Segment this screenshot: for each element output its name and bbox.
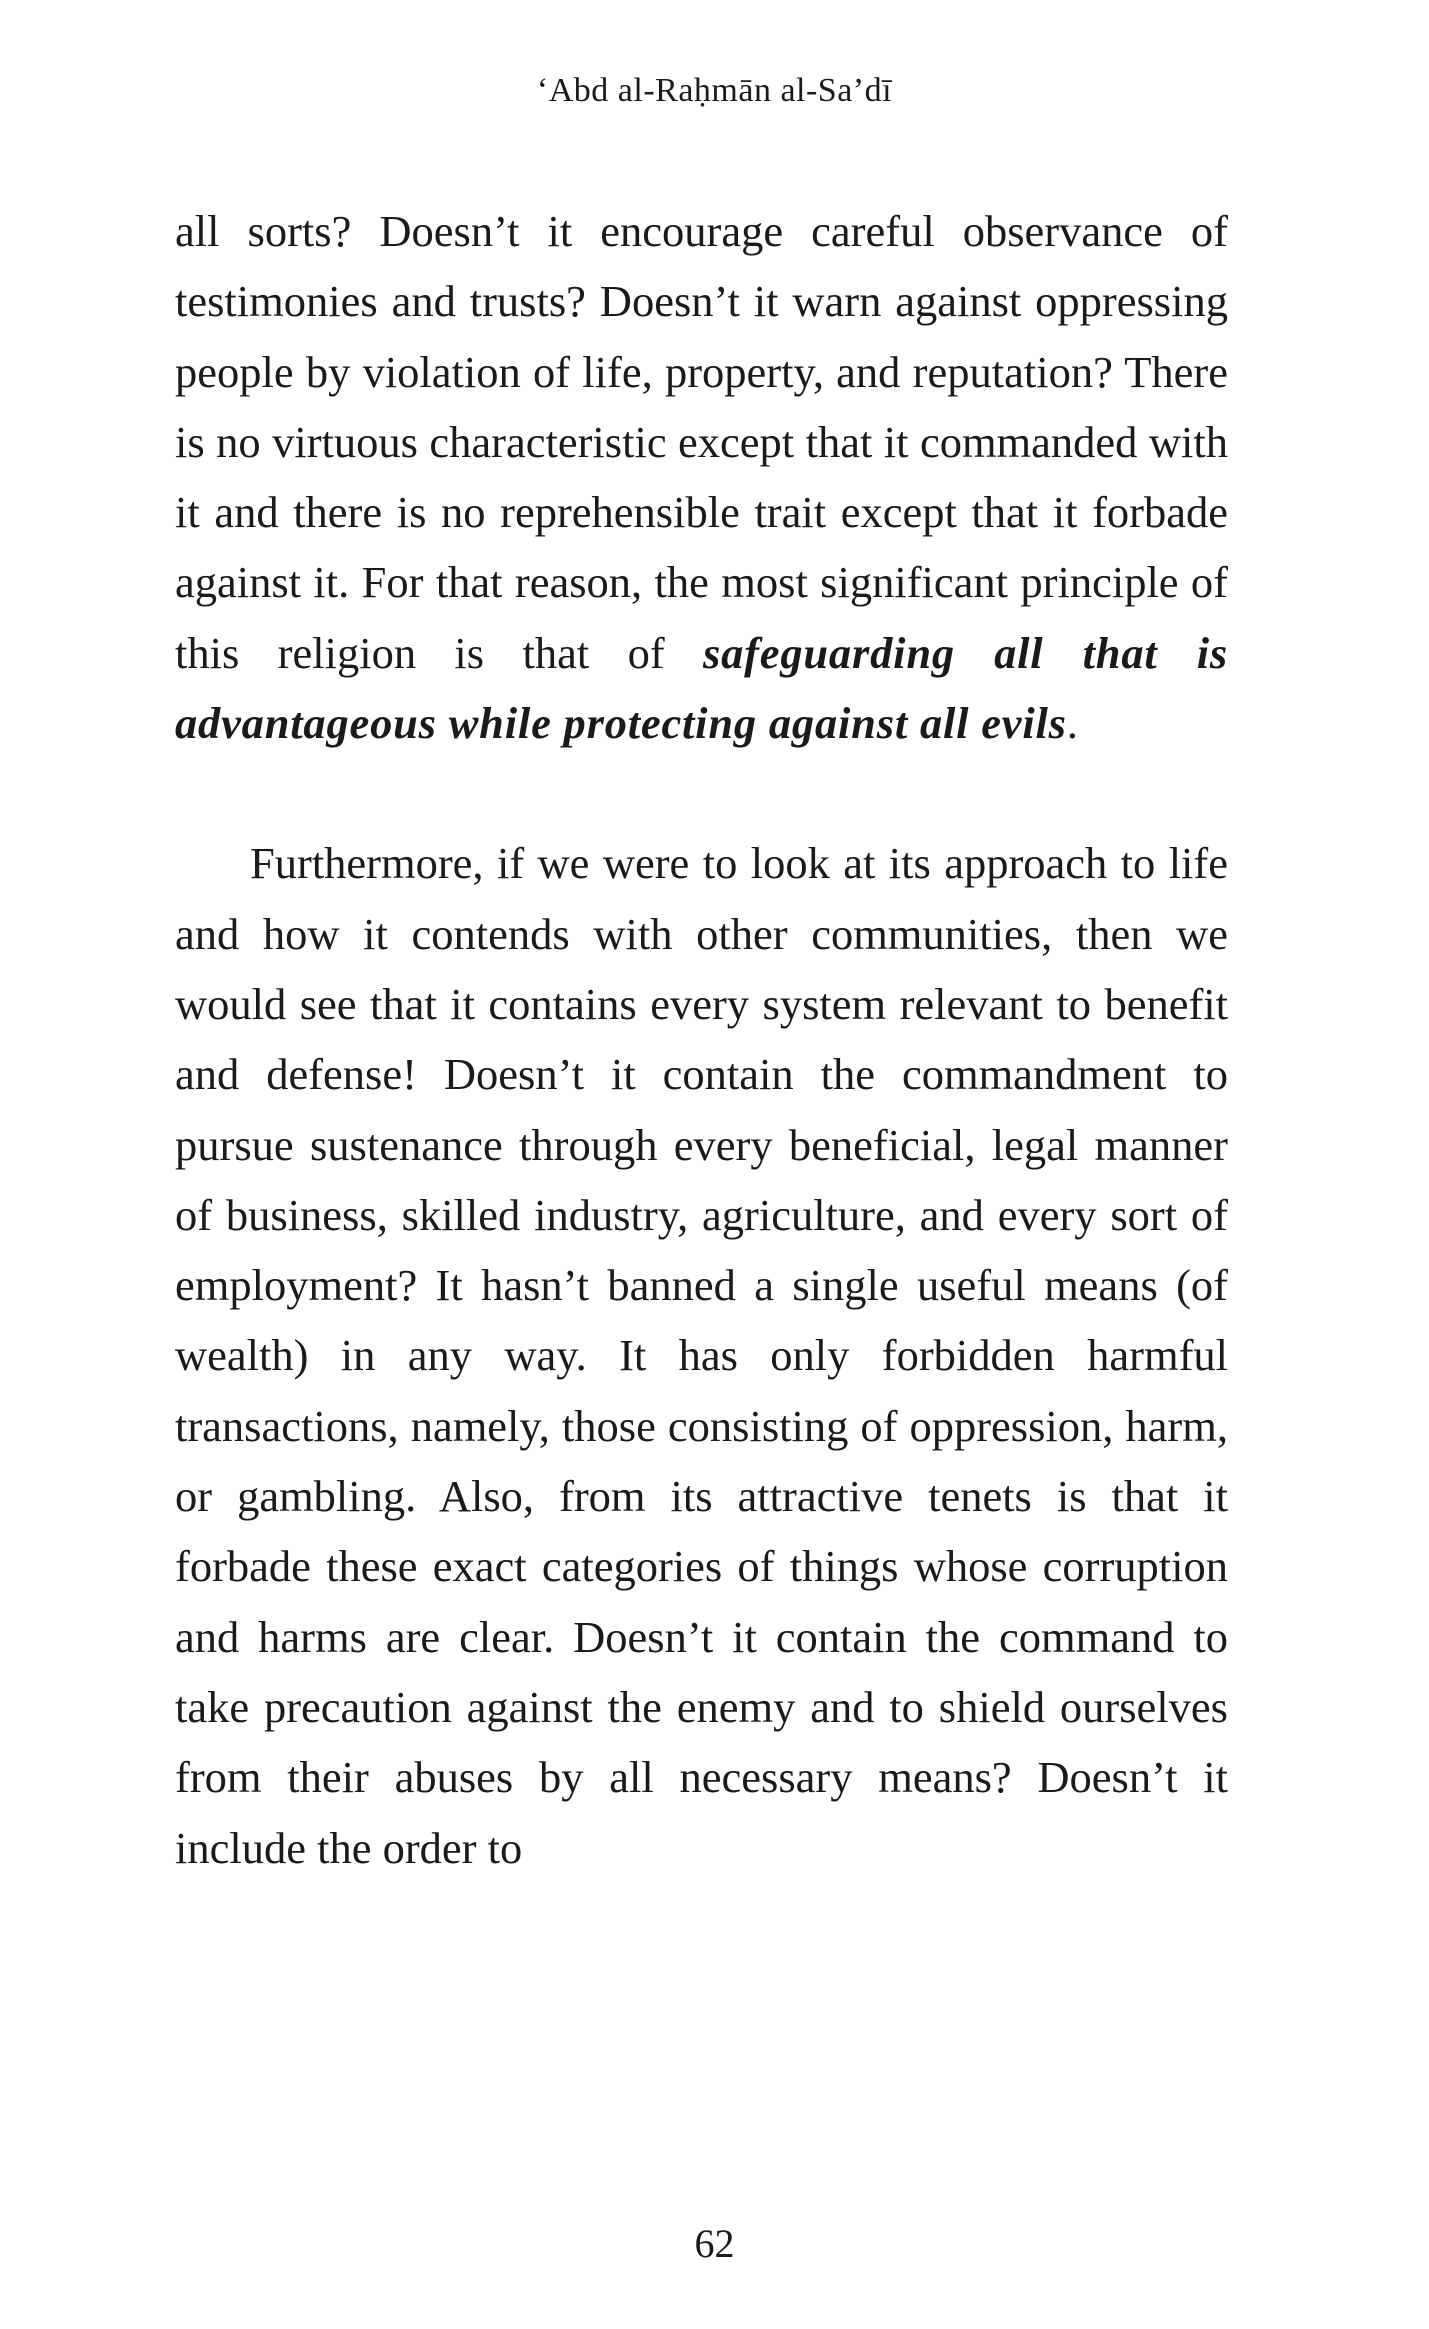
- emphasized-principle: safeguarding all that is advantageous while protecting against all evils: [175, 627, 1228, 749]
- page-number: 62: [694, 2221, 735, 2266]
- body-text: [175, 196, 1228, 1883]
- paragraph-1-end: .: [1066, 698, 1078, 749]
- paragraph-1-text: all sorts? Doesn’t it encourage careful observance of testimonies and trusts? Doesn’t it warn against oppressing people by violation of life, property, and reputation? There is no virtuous characteristic except that it commanded with it and there is no reprehensible trait except that it forbade against it. For that reason, the most significant principle of this religion is that of: [175, 206, 1228, 678]
- paragraph-1: [175, 196, 1228, 758]
- paragraph-2: Furthermore, if we were to look at its approach to life and how it contends with other communities, then we would see that it contains every system relevant to benefit and defense! Doesn’t it contain the commandment to pursue sustenance through every beneficial, legal manner of business, skilled industry, agriculture, and every sort of employment? It hasn’t banned a single useful means (of wealth) in any way. It has only forbidden harmful transactions, namely, those consisting of oppression, harm, or gambling. Also, from its attractive tenets is that it forbade these exact categories of things whose corruption and harms are clear. Doesn’t it contain the command to take precaution against the enemy and to shield ourselves from their abuses by all necessary means? Doesn’t it include the order to: [175, 838, 1228, 1873]
- running-header: ‘Abd al-Raḥmān al-Sa’dī: [536, 72, 893, 109]
